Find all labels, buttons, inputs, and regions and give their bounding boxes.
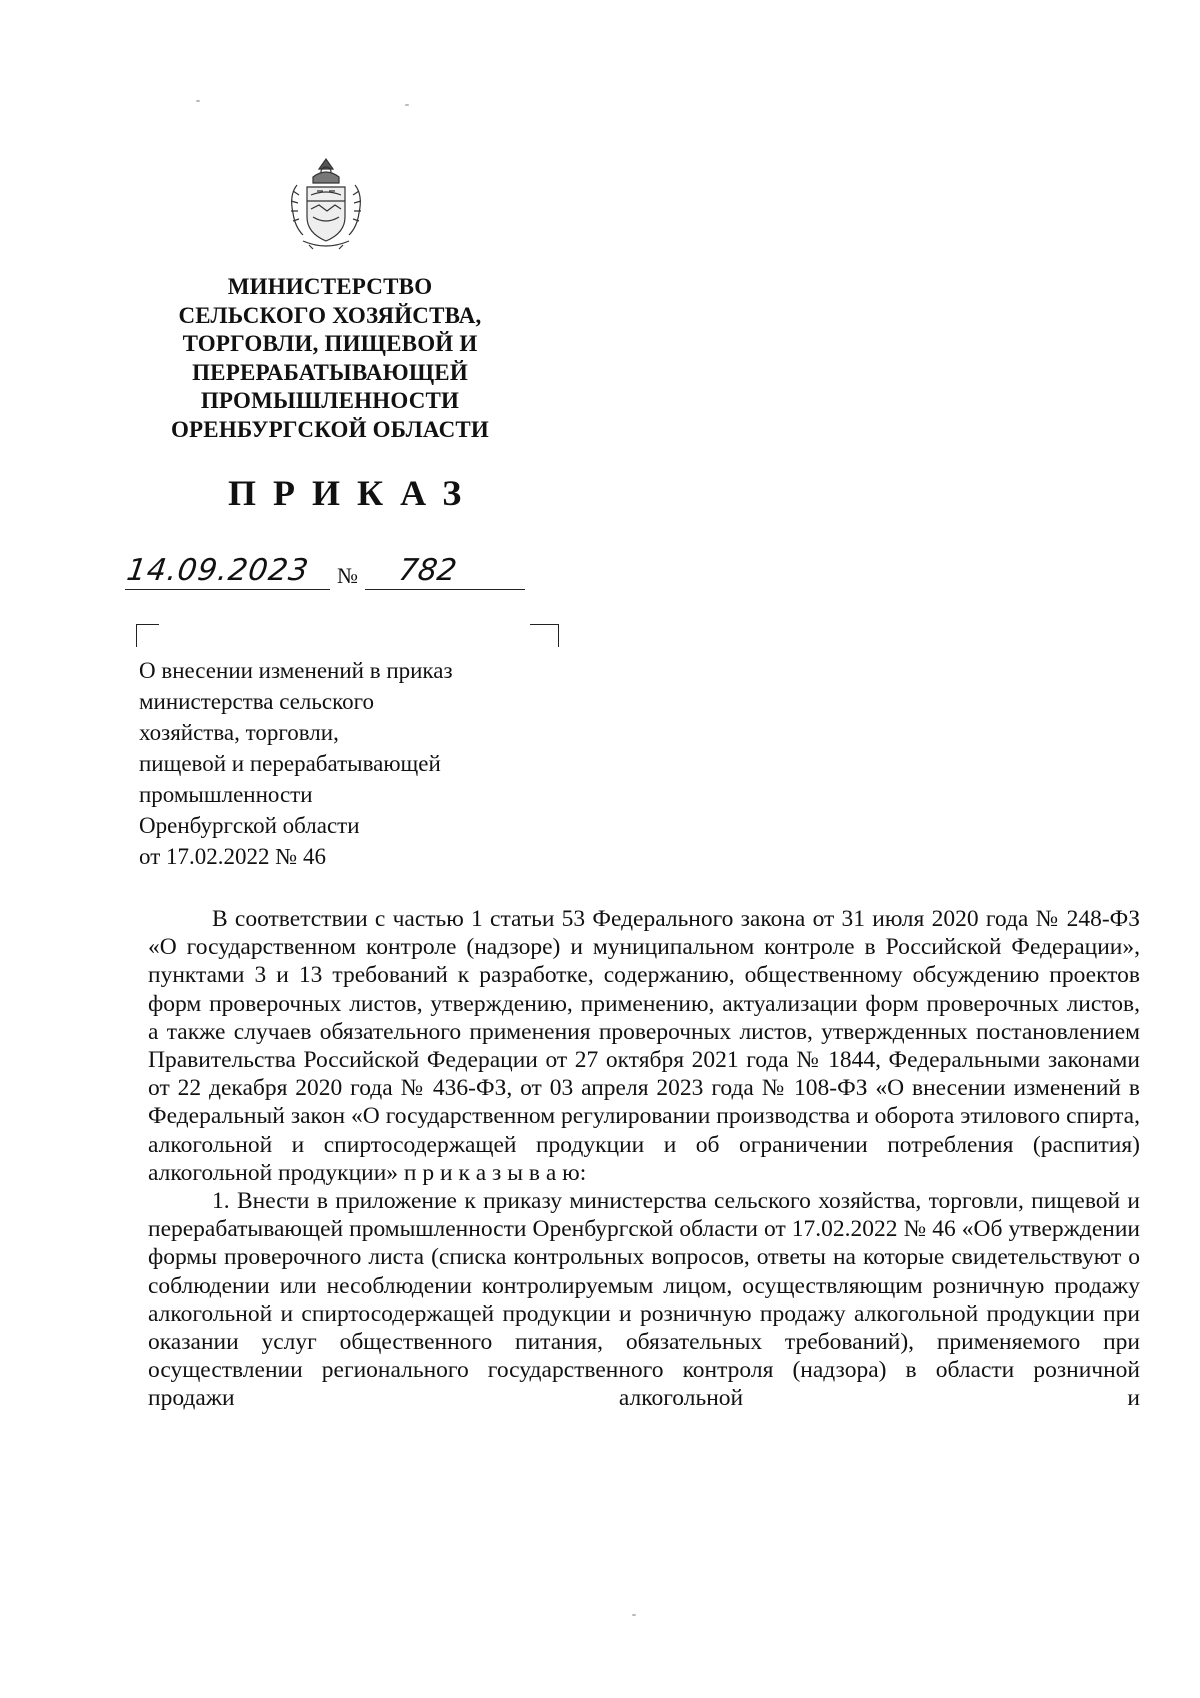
- subject-line: О внесении изменений в приказ: [139, 658, 453, 683]
- scan-speck: [196, 100, 200, 102]
- subject-line: от 17.02.2022 № 46: [139, 844, 326, 869]
- document-body: [148, 905, 1140, 1413]
- preamble-text: В соответствии с частью 1 статьи 53 Федерального закона от 31 июля 2020 года № 248-ФЗ «О государственном контроле (надзоре) и муниципальном контроле в Российской Федерации», пунктами 3 и 13 требований к разработке, содержанию, общественному обсуждению проектов форм проверочных листов, утверждению, применению, актуализации форм проверочных листов, а также случаев обязательного применения проверочных листов, утвержденных постановлением Правительства Российской Федерации от 27 октября 2021 года № 1844, Федеральными законами от 22 декабря 2020 года № 436-ФЗ, от 03 апреля 2023 года № 108-ФЗ «О внесении изменений в Федеральный закон «О государственном регулировании производства и оборота этилового спирта, алкогольной и спиртосодержащей продукции и об ограничении потребления (распития) алкогольной продукции» п р и к а з ы в а ю:: [148, 906, 1140, 1186]
- number-label: №: [337, 563, 358, 588]
- ministry-line: ОРЕНБУРГСКОЙ ОБЛАСТИ: [170, 416, 490, 442]
- ministry-line: СЕЛЬСКОГО ХОЗЯЙСТВА,: [178, 302, 482, 328]
- ministry-line: ПРОМЫШЛЕННОСТИ: [200, 388, 460, 413]
- number-underline: [365, 589, 525, 590]
- ministry-line: ТОРГОВЛИ, ПИЩЕВОЙ И: [182, 331, 478, 356]
- scan-speck: [632, 1614, 636, 1616]
- subject-line: хозяйства, торговли,: [139, 720, 339, 745]
- subject-line: промышленности: [139, 782, 313, 807]
- ministry-line: МИНИСТЕРСТВО: [227, 274, 433, 299]
- scan-speck: [405, 104, 409, 106]
- ministry-name: [160, 273, 500, 444]
- document-subject: [139, 655, 453, 872]
- document-type-title: ПРИКАЗ: [228, 473, 479, 513]
- document-date: 14.09.2023: [124, 553, 312, 588]
- subject-corner-right: [530, 624, 559, 647]
- item-1-text: 1. Внести в приложение к приказу министерства сельского хозяйства, торговли, пищевой и перерабатывающей промышленности Оренбургской области от 17.02.2022 № 46 «Об утверждении формы проверочного листа (списка контрольных вопросов, ответы на которые свидетельствуют о соблюдении или несоблюдении контролируемым лицом, осуществляющим розничную продажу алкогольной и спиртосодержащей продукции и розничную продажу алкогольной продукции при оказании услуг общественного питания, обязательных требований), применяемого при осуществлении регионального государственного контроля (надзора) в области розничной продажи алкогольной и: [148, 1188, 1140, 1412]
- date-number-line: [125, 553, 525, 593]
- subject-corner-left: [136, 624, 159, 647]
- subject-line: Оренбургской области: [139, 813, 360, 838]
- coat-of-arms-emblem: [283, 155, 369, 253]
- item-1-paragraph: [148, 1187, 1140, 1413]
- date-underline: [125, 589, 330, 590]
- subject-line: пищевой и перерабатывающей: [139, 751, 441, 776]
- preamble-paragraph: [148, 905, 1140, 1187]
- ministry-line: ПЕРЕРАБАТЫВАЮЩЕЙ: [192, 359, 468, 385]
- document-number: 782: [396, 553, 459, 588]
- subject-line: министерства сельского: [139, 689, 374, 714]
